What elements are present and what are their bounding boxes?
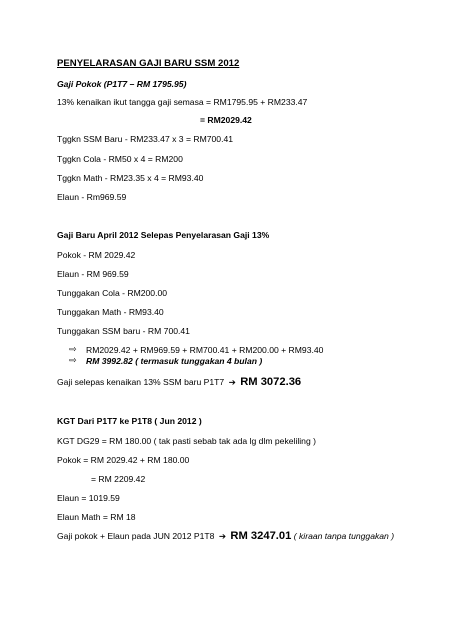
document-title: PENYELARASAN GAJI BARU SSM 2012	[57, 58, 240, 69]
arrow-bullet-icon: ⇨	[69, 355, 77, 365]
s2-line-math: Tunggakan Math - RM93.40	[57, 307, 164, 317]
right-arrow-icon: ➔	[218, 531, 227, 541]
arrow-bullet-icon: ⇨	[69, 344, 77, 354]
right-arrow-icon: ➔	[228, 377, 236, 387]
section-3-heading: KGT Dari P1T7 ke P1T8 ( Jun 2012 )	[57, 416, 202, 426]
s1-line-allowance: Elaun - Rm969.59	[57, 192, 127, 202]
s3-line-basic: Pokok = RM 2029.42 + RM 180.00	[57, 455, 190, 465]
s1-line-ssm-arrears: Tggkn SSM Baru - RM233.47 x 3 = RM700.41	[57, 134, 234, 144]
s3-line-basic-result: = RM 2209.42	[91, 474, 146, 484]
s3-line-math-allowance: Elaun Math = RM 18	[57, 512, 136, 522]
s2-line-cola: Tunggakan Cola - RM200.00	[57, 288, 168, 298]
s2-line-allowance: Elaun - RM 969.59	[57, 269, 129, 279]
s2-result-label: Gaji selepas kenaikan 13% SSM baru P1T7	[57, 377, 225, 387]
s3-final-label: Gaji pokok + Elaun pada JUN 2012 P1T8	[57, 531, 215, 541]
s1-line-increase: 13% kenaikan ikut tangga gaji semasa = RM1795.95 + RM233.47	[57, 97, 308, 107]
s2-result-line	[57, 377, 301, 388]
s1-line-cola-arrears: Tggkn Cola - RM50 x 4 = RM200	[57, 154, 183, 164]
section-1-heading: Gaji Pokok (P1T7 – RM 1795.95)	[57, 79, 187, 89]
s3-final-note: ( kiraan tanpa tunggakan )	[293, 531, 395, 541]
s2-line-ssm: Tunggakan SSM baru - RM 700.41	[57, 326, 190, 336]
s2-bullet-sum: RM2029.42 + RM969.59 + RM700.41 + RM200.00 + RM93.40	[86, 345, 324, 355]
s3-final-line	[57, 531, 394, 542]
s2-bullet-total: RM 3992.82 ( termasuk tunggakan 4 bulan )	[86, 356, 263, 366]
s1-line-math-arrears: Tggkn Math - RM23.35 x 4 = RM93.40	[57, 173, 204, 183]
s3-line-kgt: KGT DG29 = RM 180.00 ( tak pasti sebab tak ada lg dlm pekeliling )	[57, 436, 316, 446]
s2-line-basic: Pokok - RM 2029.42	[57, 250, 136, 260]
section-2-heading: Gaji Baru April 2012 Selepas Penyelarasan Gaji 13%	[57, 230, 270, 240]
s3-final-value: RM 3247.01	[230, 530, 292, 542]
s1-line-result: = RM2029.42	[200, 115, 252, 125]
s2-result-value: RM 3072.36	[240, 376, 302, 388]
s3-line-allowance: Elaun = 1019.59	[57, 493, 120, 503]
